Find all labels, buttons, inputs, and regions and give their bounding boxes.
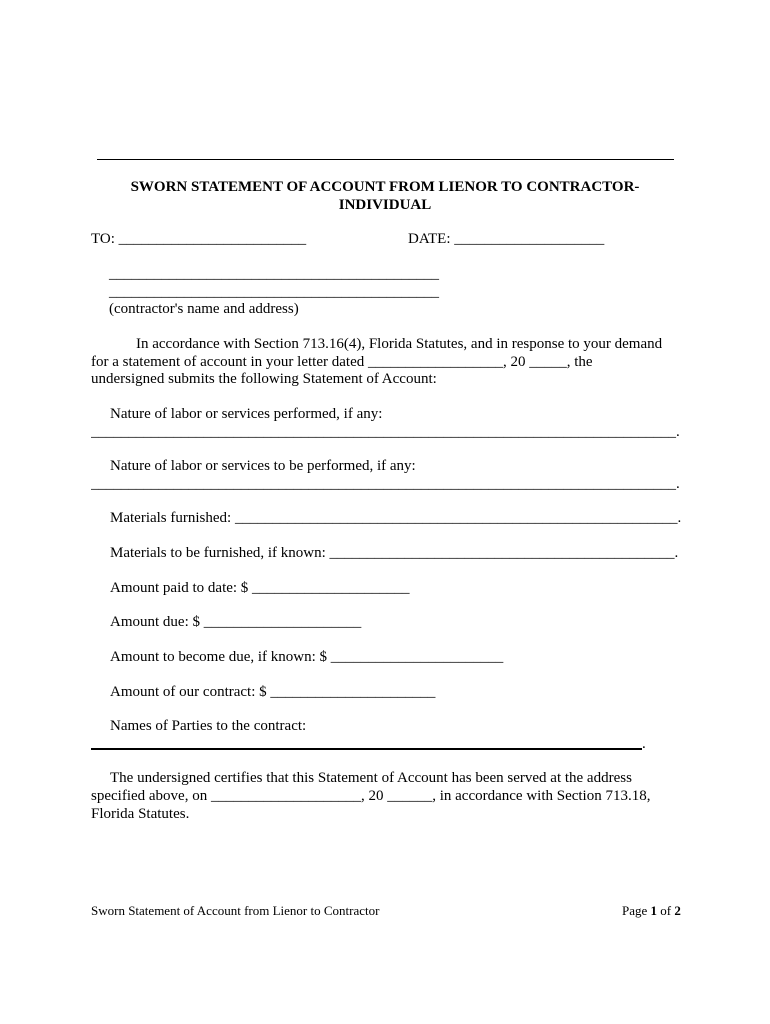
to-field[interactable]: TO: _________________________ bbox=[91, 231, 307, 247]
top-rule bbox=[97, 159, 674, 160]
labor-to-perform-label: Nature of labor or services to be performed, if any: bbox=[110, 458, 416, 474]
parties-label: Names of Parties to the contract: bbox=[110, 718, 307, 734]
address-caption: (contractor's name and address) bbox=[109, 301, 299, 317]
document-title: SWORN STATEMENT OF ACCOUNT FROM LIENOR TO CONTRACTOR- bbox=[130, 179, 640, 195]
labor-to-perform-field[interactable]: ______________________________________________________________________________. bbox=[91, 476, 680, 492]
certification-line1: The undersigned certifies that this Statement of Account has been served at the address bbox=[110, 770, 632, 786]
parties-period: . bbox=[642, 736, 646, 752]
amount-contract-field[interactable]: Amount of our contract: $ ______________________ bbox=[110, 684, 436, 700]
address-line-2[interactable]: ____________________________________________ bbox=[109, 284, 439, 300]
date-field[interactable]: DATE: ____________________ bbox=[408, 231, 605, 247]
materials-to-furnish-field[interactable]: Materials to be furnished, if known: ______________________________________________. bbox=[110, 545, 679, 561]
page-current: 1 bbox=[650, 903, 658, 918]
amount-paid-field[interactable]: Amount paid to date: $ _____________________ bbox=[110, 580, 410, 596]
page-total: 2 bbox=[674, 903, 681, 918]
page-prefix: Page bbox=[622, 903, 651, 918]
intro-paragraph-line2: for a statement of account in your letter dated __________________, 20 _____, the bbox=[91, 354, 593, 370]
certification-line3: Florida Statutes. bbox=[91, 806, 190, 822]
amount-to-become-due-field[interactable]: Amount to become due, if known: $ _______________________ bbox=[110, 649, 504, 665]
page-of: of bbox=[657, 903, 675, 918]
certification-line2[interactable]: specified above, on ____________________, 20 ______, in accordance with Section 713.18, bbox=[91, 788, 651, 804]
parties-field[interactable] bbox=[91, 748, 642, 750]
document-title-line2: INDIVIDUAL bbox=[338, 197, 432, 213]
amount-due-field[interactable]: Amount due: $ _____________________ bbox=[110, 614, 362, 630]
intro-paragraph-line3: undersigned submits the following Statement of Account: bbox=[91, 371, 437, 387]
materials-furnished-field[interactable]: Materials furnished: ___________________________________________________________. bbox=[110, 510, 682, 526]
footer-title: Sworn Statement of Account from Lienor to Contractor bbox=[91, 903, 380, 918]
labor-performed-field[interactable]: ______________________________________________________________________________. bbox=[91, 424, 680, 440]
address-line-1[interactable]: ____________________________________________ bbox=[109, 266, 439, 282]
intro-paragraph-line1: In accordance with Section 713.16(4), Florida Statutes, and in response to your demand bbox=[136, 336, 663, 352]
labor-performed-label: Nature of labor or services performed, if any: bbox=[110, 406, 383, 422]
page-number bbox=[622, 902, 681, 920]
